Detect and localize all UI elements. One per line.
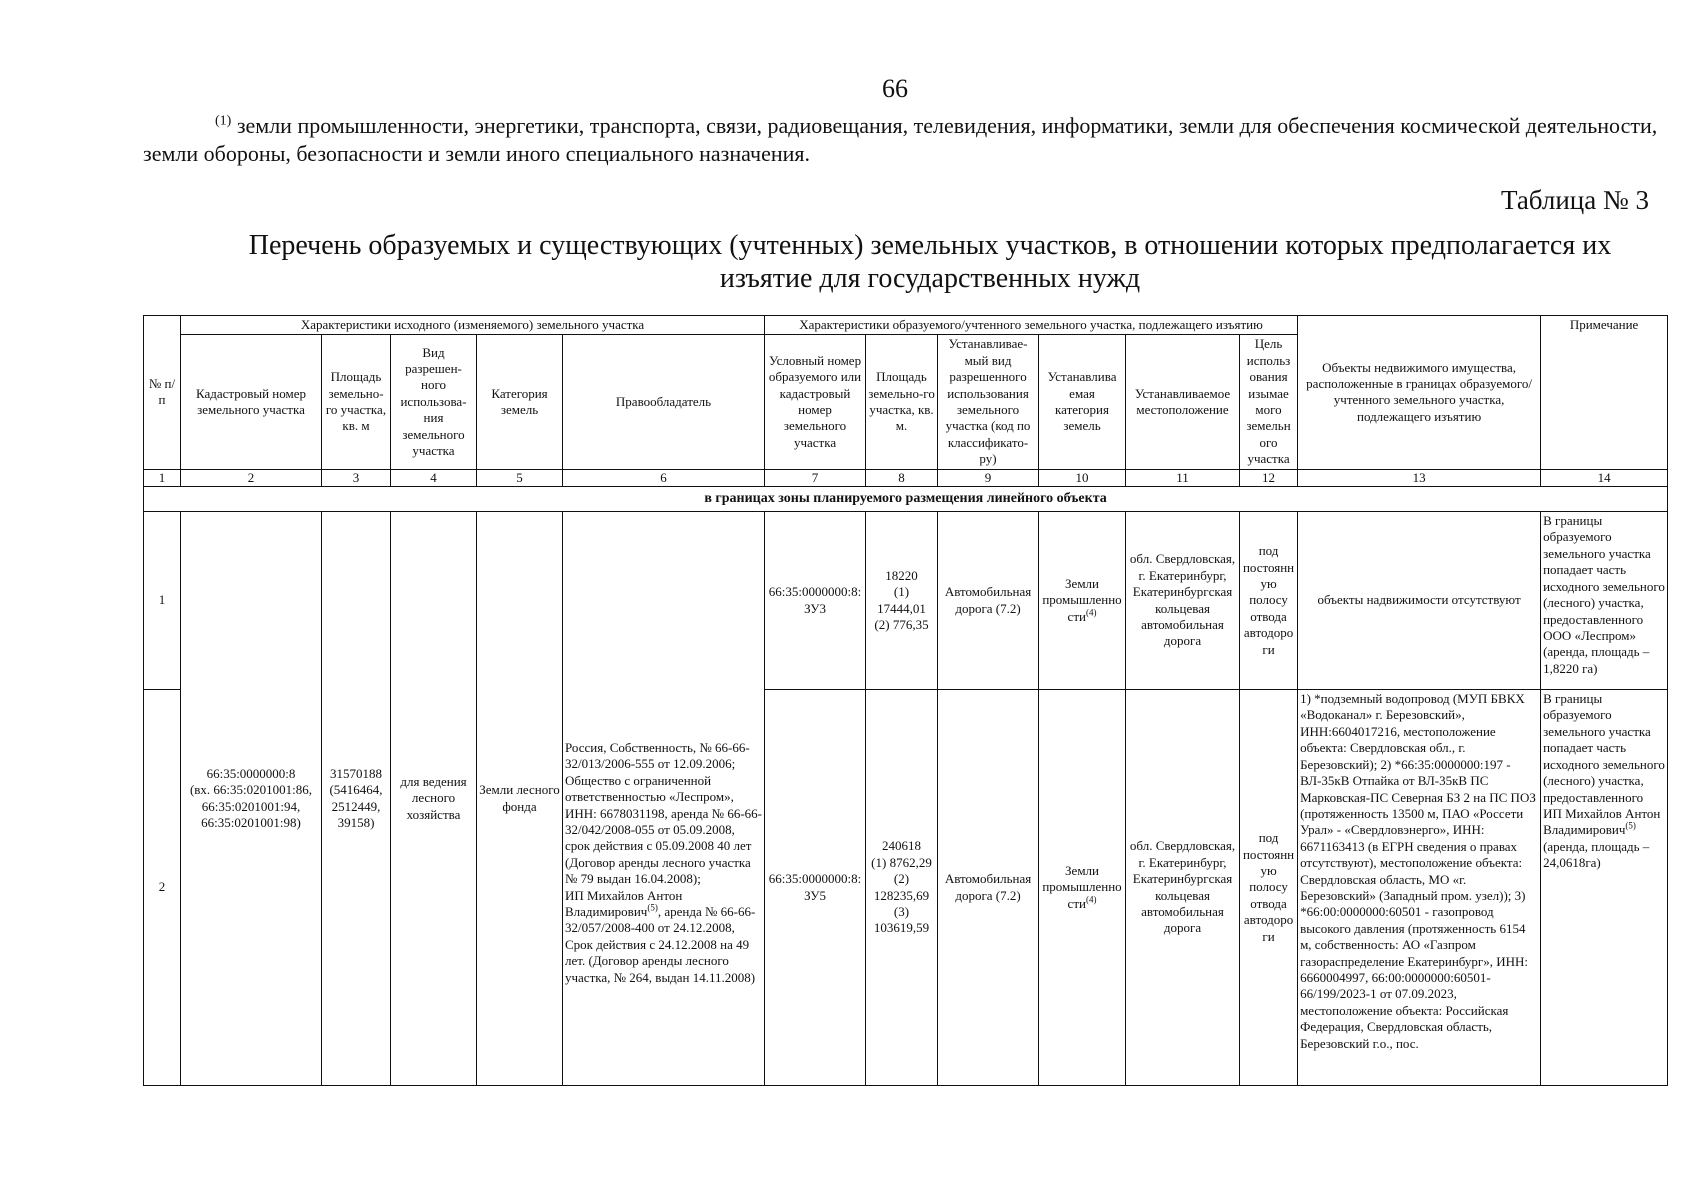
area-line: 39158): [337, 814, 375, 830]
footnote-marker: (1): [215, 113, 232, 129]
header-owner: Правообладатель: [563, 335, 765, 469]
zone-label: в границах зоны планируемого размещения линейного объекта: [144, 486, 1668, 511]
new-plot-id: 66:35:0000000:8:ЗУ5: [765, 690, 866, 1086]
header-use: Вид разрешен-ного использова-ния земельного участка: [391, 335, 477, 469]
footnote-text: земли промышленности, энергетики, транспорта, связи, радиовещания, телевидения, информатики, земли для обеспечения космической деятельности, земли обороны, безопасности и земли иного специального назначения.: [143, 113, 1658, 166]
zone-row: [144, 486, 1668, 511]
column-number-row: [144, 469, 1668, 486]
column-number: 9: [938, 469, 1039, 486]
new-plot-id: 66:35:0000000:8:ЗУ3: [765, 512, 866, 690]
header-group-source: Характеристики исходного (изменяемого) земельного участка: [181, 316, 765, 335]
new-area-line: 128235,69: [873, 887, 930, 903]
objects: объекты надвижимости отсутствуют: [1298, 512, 1541, 690]
column-number: 13: [1298, 469, 1541, 486]
header-new-use: Устанавливае-мый вид разрешенного использования земельного участка (код по классификато-ру): [938, 335, 1039, 469]
column-number: 8: [866, 469, 938, 486]
new-area-line: (3): [893, 903, 910, 919]
document-title: Перечень образуемых и существующих (учтенных) земельных участков, в отношении которых предполагается их изъятие для государственных нужд: [248, 230, 1612, 294]
header-group-target: Характеристики образуемого/учтенного земельного участка, подлежащего изъятию: [765, 316, 1298, 335]
new-area-line: (2) 776,35: [874, 616, 929, 632]
source-area: [322, 512, 391, 1086]
new-category: [1039, 512, 1126, 690]
header-new-id: Условный номер образуемого или кадастровый номер земельного участка: [765, 335, 866, 469]
cadastral-number: [181, 512, 322, 1086]
cadastral-line: (вх. 66:35:0201001:86,: [189, 782, 313, 798]
header-location: Устанавливаемое местоположение: [1126, 335, 1240, 469]
column-number: 14: [1541, 469, 1668, 486]
new-area-line: (1) 8762,29: [871, 854, 932, 870]
new-area-line: 18220: [885, 567, 918, 583]
table-row: [144, 512, 1668, 690]
column-number: 12: [1240, 469, 1298, 486]
owner-footnote: (5): [647, 902, 658, 913]
column-number: 1: [144, 469, 181, 486]
owner-record: Общество с ограниченной ответственностью «Леспром», ИНН: 6678031198, аренда № 66-66-32/042/2008-055 от 05.09.2008, срок действия с 05.09.2008 40 лет (Договор аренды лесного участка № 79 выдан 16.04.2008);: [565, 772, 762, 887]
header-area: Площадь земельно-го участка, кв. м: [322, 335, 391, 469]
note-text: В границы образуемого земельного участка попадает часть исходного земельного (лесного) участка, предоставленного ИП Михайлов Антон Владимирович: [1543, 691, 1665, 838]
new-area-line: 103619,59: [873, 920, 930, 936]
new-category-text: Земли промышленности: [1042, 862, 1122, 911]
page-number: 66: [882, 74, 908, 103]
area-line: 31570188: [330, 765, 382, 781]
row-num: 1: [144, 512, 181, 690]
column-number: 4: [391, 469, 477, 486]
purpose: под постоянную полосу отвода автодороги: [1240, 690, 1298, 1086]
new-category-footnote: (4): [1085, 607, 1097, 618]
new-category-text: Земли промышленности: [1042, 575, 1122, 624]
area-line: (5416464,: [329, 782, 383, 798]
location: обл. Свердловская, г. Екатеринбург, Екатеринбургская кольцевая автомобильная дорога: [1126, 690, 1240, 1086]
header-num: № п/п: [144, 316, 181, 470]
owner-record: Россия, Собственность, № 66-66-32/013/2006-555 от 12.09.2006;: [565, 740, 750, 772]
cadastral-line: 66:35:0000000:8: [206, 765, 296, 781]
header-purpose: Цель использ ования изымае мого земельн ого участка: [1240, 335, 1298, 469]
new-use: Автомобильная дорога (7.2): [938, 690, 1039, 1086]
note: В границы образуемого земельного участка попадает часть исходного земельного (лесного) участка, предоставленного ООО «Леспром» (аренда, площадь – 1,8220 га): [1541, 512, 1668, 690]
table-number: Таблица № 3: [1501, 185, 1649, 215]
owner-record: [565, 888, 762, 986]
new-area-line: (2): [893, 871, 910, 887]
location: обл. Свердловская, г. Екатеринбург, Екатеринбургская кольцевая автомобильная дорога: [1126, 512, 1240, 690]
purpose: под постоянную полосу отвода автодороги: [1240, 512, 1298, 690]
header-new-area: Площадь земельно-го участка, кв. м.: [866, 335, 938, 469]
cadastral-line: 66:35:0201001:94,: [201, 798, 301, 814]
column-number: 2: [181, 469, 322, 486]
owner: [563, 512, 765, 1086]
column-number: 7: [765, 469, 866, 486]
row-num: 2: [144, 690, 181, 1086]
source-use: для ведения лесного хозяйства: [391, 512, 477, 1086]
note-area: (аренда, площадь – 24,0618га): [1543, 838, 1650, 871]
objects: 1) *подземный водопровод (МУП БВКХ «Водоканал» г. Березовский», ИНН:6604017216, местоположение объекта: Свердловская обл., г. Березовский); 2) *66:35:0000000:197 - ВЛ-35кВ Отпайка от ВЛ-35кВ ПС Марковская-ПС Северная БЗ 2 на ПС ПОЗ (протяженность 13500 м, ПАО «Россети Урал» - «Свердловэнерго», ИНН: 6671163413 (в ЕГРН сведения о правах отсутствуют), местоположение объекта: Свердловская область, МО «г. Березовский» (Западный пром. узел)); 3) *66:00:0000000:60501 - газопровод высокого давления (протяженность 6154 м, собственность: АО «Газпром газораспределение Екатеринбург», ИНН: 6660004997, 66:00:0000000:60501-66/199/2023-1 от 07.09.2023, местоположение объекта: Российская Федерация, Свердловская область, Березовский г.о., пос.: [1298, 690, 1541, 1086]
cadastral-line: 66:35:0201001:98): [201, 814, 301, 830]
new-category-footnote: (4): [1085, 894, 1097, 905]
new-area-line: 240618: [882, 838, 922, 854]
header-objects: Объекты недвижимого имущества, расположенные в границах образуемого/учтенного земельного участка, подлежащего изъятию: [1298, 316, 1541, 470]
column-number: 5: [477, 469, 563, 486]
note-footnote: (5): [1625, 820, 1636, 831]
source-category: Земли лесного фонда: [477, 512, 563, 1086]
new-area: [866, 690, 938, 1086]
column-number: 10: [1039, 469, 1126, 486]
new-area-line: 17444,01: [877, 600, 926, 616]
column-number: 3: [322, 469, 391, 486]
area-line: 2512449,: [331, 798, 381, 814]
new-area: [866, 512, 938, 690]
header-new-category: Устанавлива емая категория земель: [1039, 335, 1126, 469]
owner-name: ИП Михайлов Антон Владимирович: [565, 887, 683, 920]
header-cadastral: Кадастровый номер земельного участка: [181, 335, 322, 469]
header-group-row: [144, 316, 1668, 335]
footnote: [143, 112, 1668, 168]
header-note: Примечание: [1541, 316, 1668, 470]
new-use: Автомобильная дорога (7.2): [938, 512, 1039, 690]
land-plots-table: [143, 315, 1668, 1086]
new-area-line: (1): [893, 584, 910, 600]
note: [1541, 690, 1668, 1086]
column-number: 11: [1126, 469, 1240, 486]
owner-lease: , аренда № 66-66-32/057/2008-400 от 24.12.2008, Срок действия с 24.12.2008 на 49 лет. (Договор аренды лесного участка, № 264, выдан 14.11.2008): [565, 904, 756, 985]
header-category: Категория земель: [477, 335, 563, 469]
column-number: 6: [563, 469, 765, 486]
new-category: [1039, 690, 1126, 1086]
